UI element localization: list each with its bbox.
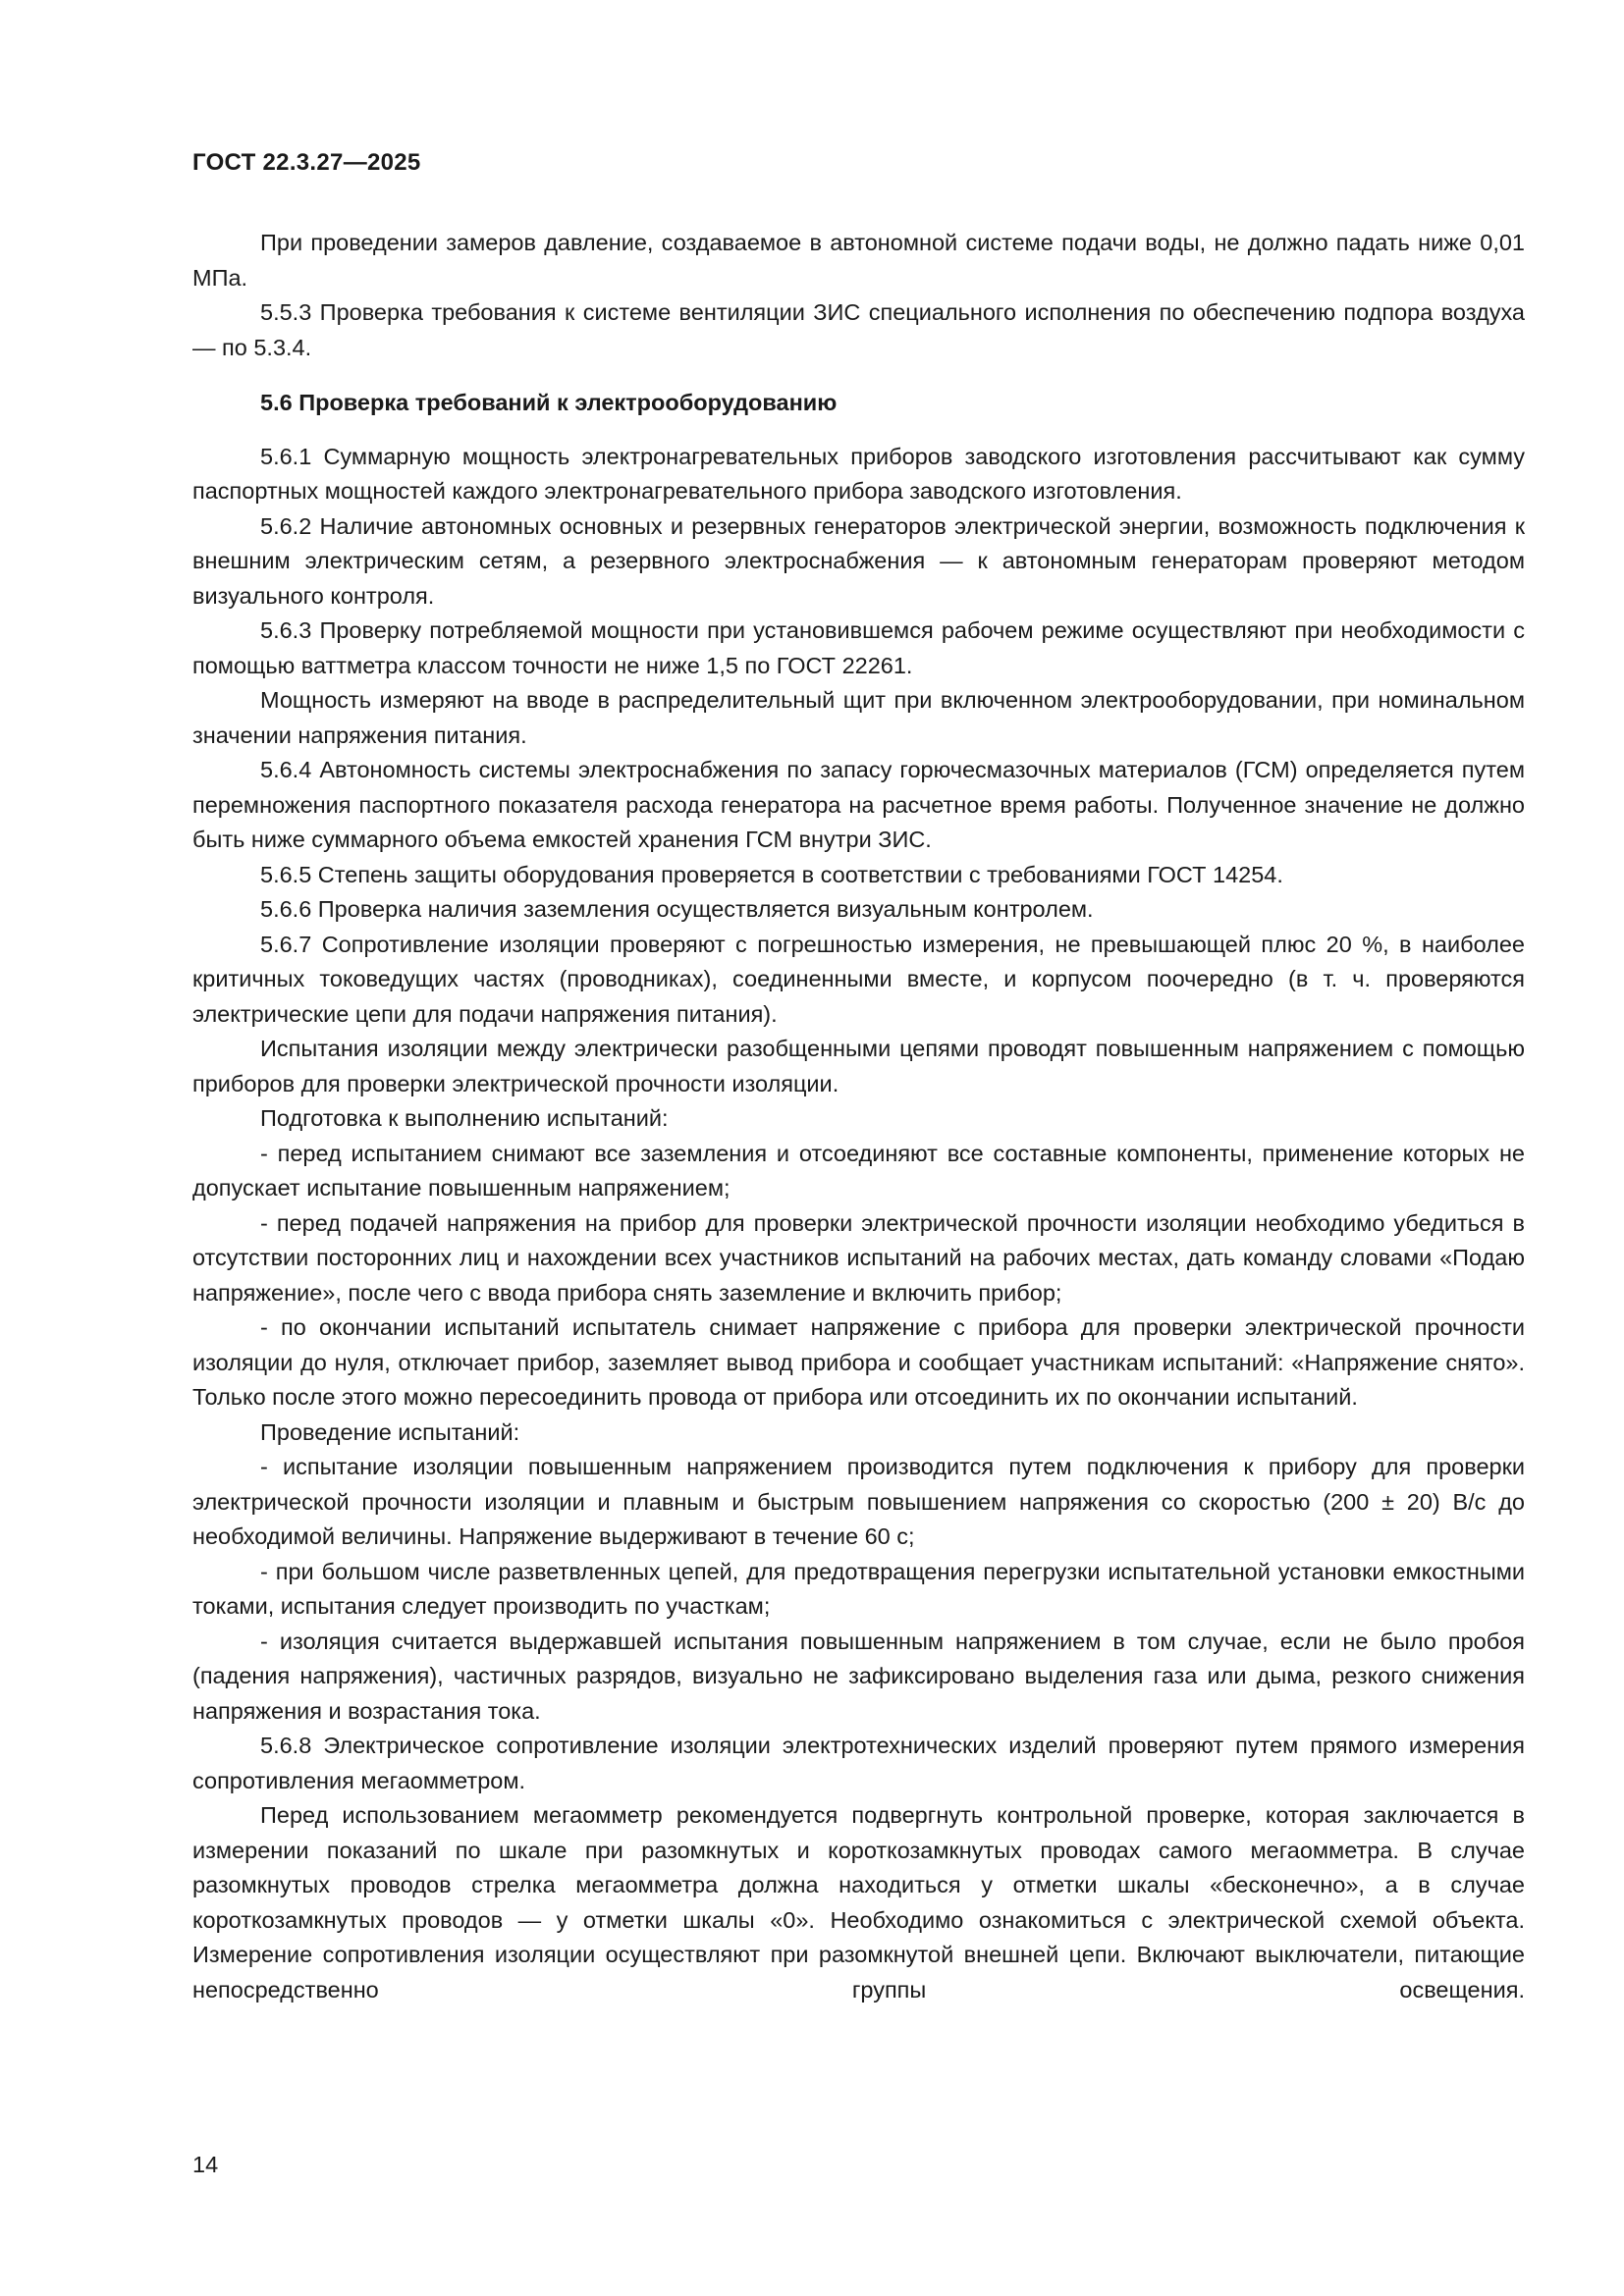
paragraph: 5.6.2 Наличие автономных основных и резервных генераторов электрической энергии, возможность подключения к внешним электрическим сетям, а резервного электроснабжения — к автономным генераторам проверяют методом визуального контроля. <box>192 512 1525 609</box>
paragraph: 5.6.1 Суммарную мощность электронагревательных приборов заводского изготовления рассчитывают как сумму паспортных мощностей каждого электронагревательного прибора заводского изготовления. <box>192 443 1525 504</box>
page-number: 14 <box>192 2152 219 2177</box>
paragraph: Подготовка к выполнению испытаний: <box>260 1105 669 1131</box>
paragraph: 5.6.4 Автономность системы электроснабжения по запасу горючесмазочных материалов (ГСМ) определяется путем перемножения паспортного показателя расхода генератора на расчетное время работы. Полученное значение не должно быть ниже суммарного объема емкостей хранения ГСМ внутри ЗИС. <box>192 757 1525 852</box>
paragraph: При проведении замеров давление, создаваемое в автономной системе подачи воды, не должно падать ниже 0,01 МПа. <box>192 230 1525 291</box>
paragraph: 5.6.6 Проверка наличия заземления осуществляется визуальным контролем. <box>260 896 1094 922</box>
section-heading: 5.6 Проверка требований к электрооборудованию <box>260 390 838 415</box>
list-item: - изоляция считается выдержавшей испытания повышенным напряжением в том случае, если не было пробоя (падения напряжения), частичных разрядов, визуально не зафиксировано выделения газа или дыма, резкого снижения напряжения и возрастания тока. <box>192 1628 1525 1724</box>
paragraph: Перед использованием мегаомметр рекомендуется подвергнуть контрольной проверке, которая заключается в измерении показаний по шкале при разомкнутых и короткозамкнутых проводах самого мегаомметра. В случае разомкнутых проводов стрелка мегаомметра должна находиться у отметки шкалы «бесконечно», а в случае короткозамкнутых проводов — у отметки шкалы «0». Необходимо ознакомиться с электрической схемой объекта. Измерение сопротивления изоляции осуществляют при разомкнутой внешней цепи. Включают выключатели, питающие непосредственно группы освещения. <box>192 1802 1525 2002</box>
document-body <box>192 226 1525 2007</box>
paragraph: Проведение испытаний: <box>260 1418 520 1445</box>
paragraph: 5.6.5 Степень защиты оборудования проверяется в соответствии с требованиями ГОСТ 14254. <box>260 861 1283 887</box>
list-item: - испытание изоляции повышенным напряжением производится путем подключения к прибору для проверки электрической прочности изоляции и плавным и быстрым повышением напряжения со скоростью (200 ± 20) В/с до необходимой величины. Напряжение выдерживают в течение 60 с; <box>192 1454 1525 1549</box>
paragraph: Мощность измеряют на вводе в распределительный щит при включенном электрооборудовании, при номинальном значении напряжения питания. <box>192 687 1525 748</box>
list-item: - по окончании испытаний испытатель снимает напряжение с прибора для проверки электрической прочности изоляции до нуля, отключает прибор, заземляет вывод прибора и сообщает участникам испытаний: «Напряжение снято». Только после этого можно пересоединить провода от прибора или отсоединить их по окончании испытаний. <box>192 1314 1525 1410</box>
paragraph: 5.6.8 Электрическое сопротивление изоляции электротехнических изделий проверяют путем прямого измерения сопротивления мегаомметром. <box>192 1733 1525 1793</box>
paragraph: 5.6.3 Проверку потребляемой мощности при установившемся рабочем режиме осуществляют при необходимости с помощью ваттметра классом точности не ниже 1,5 по ГОСТ 22261. <box>192 617 1525 678</box>
paragraph: 5.6.7 Сопротивление изоляции проверяют с погрешностью измерения, не превышающей плюс 20 %, в наиболее критичных токоведущих частях (проводниках), соединенными вместе, и корпусом поочередно (в т. ч. проверяются электрические цепи для подачи напряжения питания). <box>192 931 1525 1027</box>
document-id: ГОСТ 22.3.27—2025 <box>192 149 421 176</box>
list-item: - перед подачей напряжения на прибор для проверки электрической прочности изоляции необходимо убедиться в отсутствии посторонних лиц и нахождении всех участников испытаний на рабочих местах, дать команду словами «Подаю напряжение», после чего с ввода прибора снять заземление и включить прибор; <box>192 1209 1525 1306</box>
list-item: - при большом числе разветвленных цепей, для предотвращения перегрузки испытательной установки емкостными токами, испытания следует производить по участкам; <box>192 1558 1525 1619</box>
paragraph: 5.5.3 Проверка требования к системе вентиляции ЗИС специального исполнения по обеспечению подпора воздуха — по 5.3.4. <box>192 299 1525 360</box>
paragraph: Испытания изоляции между электрически разобщенными цепями проводят повышенным напряжением с помощью приборов для проверки электрической прочности изоляции. <box>192 1036 1525 1096</box>
list-item: - перед испытанием снимают все заземления и отсоединяют все составные компоненты, применение которых не допускает испытание повышенным напряжением; <box>192 1140 1525 1201</box>
